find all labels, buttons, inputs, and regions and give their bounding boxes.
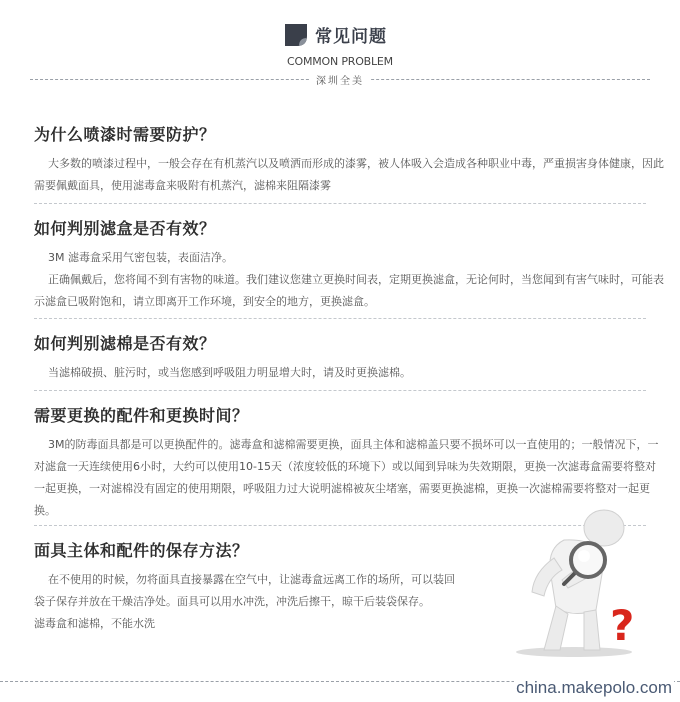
faq-answer: 3M 滤毒盒采用气密包装，表面洁净。 [48, 251, 233, 264]
page-title: 常见问题 [315, 27, 387, 47]
faq-section-5 [34, 538, 464, 635]
subtitle-cn: 深圳全美 [310, 76, 370, 87]
svg-text:?: ? [610, 601, 635, 650]
faq-question: 需要更换的配件和更换时间？ [34, 406, 249, 425]
section-divider [34, 318, 646, 319]
watermark: china.makepolo.com [516, 678, 672, 697]
subtitle-cn-wrap [0, 72, 680, 87]
faq-answer: 在不使用的时候，勿将面具直接暴露在空气中，让滤毒盒远离工作的场所，可以装回袋子保存并放在干燥洁净处。面具可以用水冲洗，冲洗后擦干，晾干后装袋保存。 [34, 573, 455, 608]
faq-section-2 [34, 216, 664, 313]
faq-answer: 3M的防毒面具都是可以更换配件的。滤毒盒和滤棉需要更换，面具主体和滤棉盖只要不损坏可以一直使用的；一般情况下，一对滤盒一天连续使用6小时，大约可以使用10-15天（浓度较低的环境下）或以闻到异味为失效期限，更换一次滤毒盒需要将整对一起更换，一对滤棉没有固定的使用期限，呼吸阻力过大说明滤棉被灰尘堵塞，需要更换滤棉，更换一次滤棉需要将整对一起更换。 [34, 438, 659, 517]
title-wrap [285, 22, 387, 47]
faq-answer: 正确佩戴后，您将闻不到有害物的味道。我们建议您建立更换时间表，定期更换滤盒，无论何时，当您闻到有害气味时，可能表示滤盒已吸附饱和，请立即离开工作环境，到安全的地方，更换滤盒。 [34, 273, 664, 308]
3d-man-magnifier-question-icon [504, 500, 664, 660]
faq-section-1 [34, 122, 664, 197]
faq-question: 为什么喷漆时需要防护？ [34, 125, 216, 144]
page-header [0, 0, 680, 100]
faq-answer: 滤毒盒和滤棉，不能水洗 [34, 617, 155, 630]
faq-section-3 [34, 331, 664, 384]
faq-answer: 大多数的喷漆过程中，一般会存在有机蒸汽以及喷洒而形成的漆雾，被人体吸入会造成各种职业中毒，严重损害身体健康，因此需要佩戴面具，使用滤毒盒来吸附有机蒸汽，滤棉来阻隔漆雾 [34, 157, 664, 192]
section-divider [34, 203, 646, 204]
faq-answer: 当滤棉破损、脏污时，或当您感到呼吸阻力明显增大时，请及时更换滤棉。 [48, 366, 411, 379]
folded-corner-icon [285, 24, 307, 46]
faq-question: 如何判别滤棉是否有效？ [34, 334, 216, 353]
section-divider [34, 390, 646, 391]
faq-question: 面具主体和配件的保存方法？ [34, 541, 249, 560]
faq-question: 如何判别滤盒是否有效？ [34, 219, 216, 238]
subtitle-en: COMMON PROBLEM [287, 55, 393, 68]
